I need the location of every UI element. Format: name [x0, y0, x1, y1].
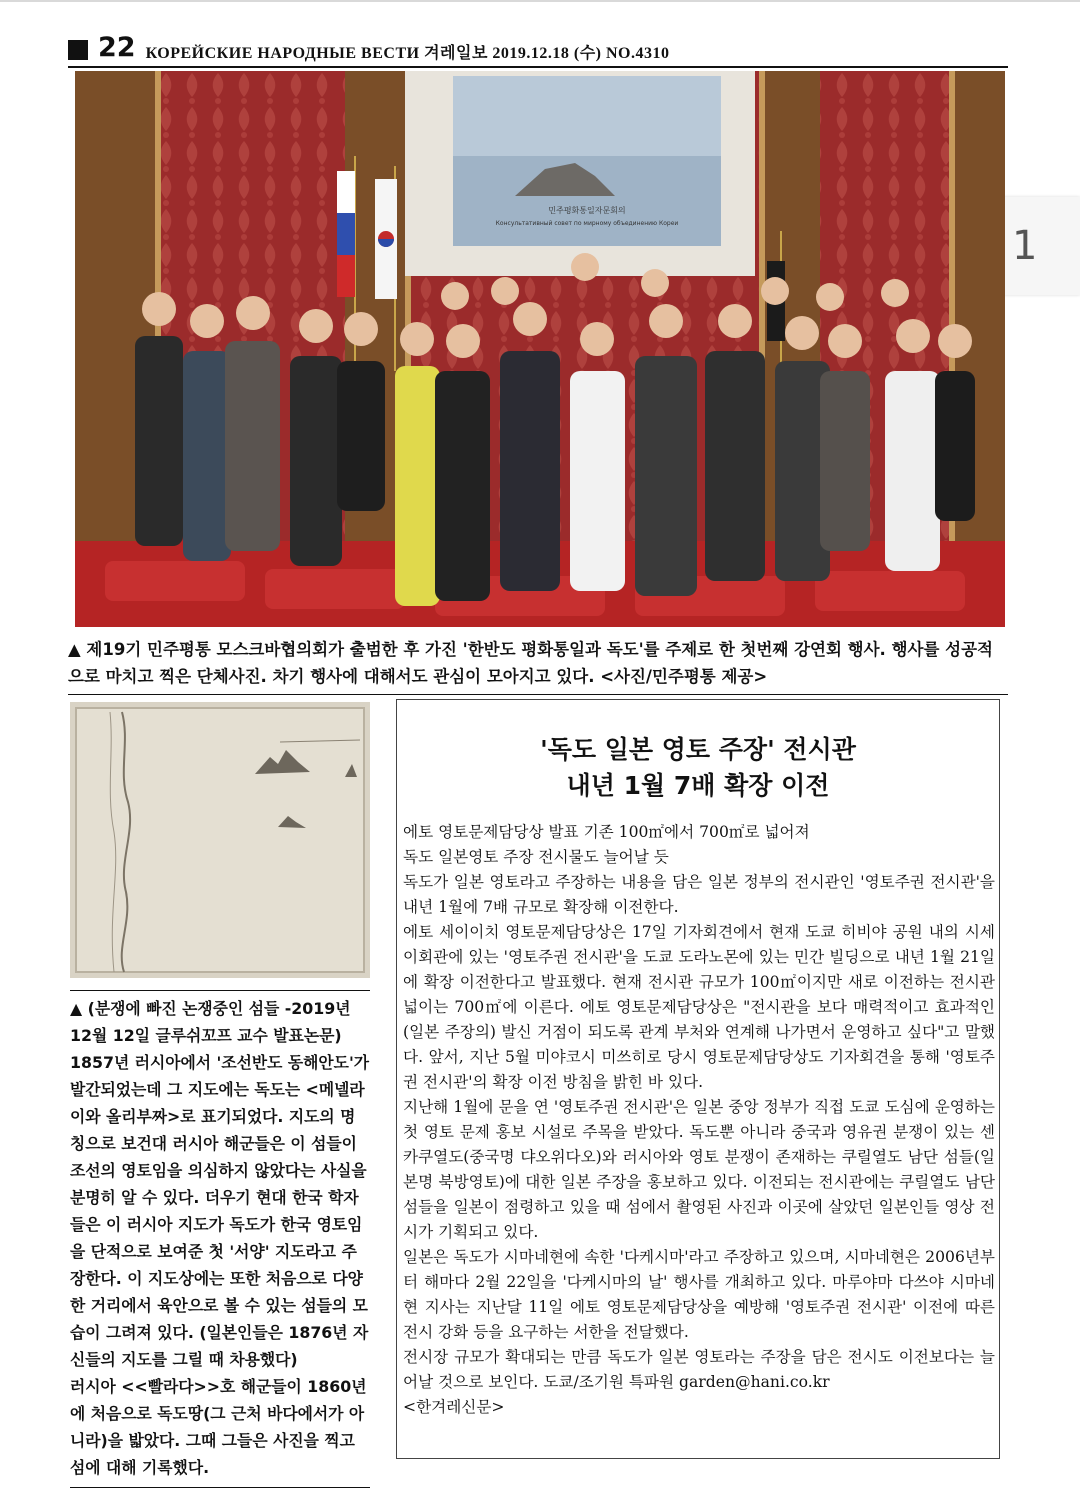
group-photo-illustration — [75, 71, 1005, 627]
article-paragraph: 전시장 규모가 확대되는 만큼 독도가 일본 영토라는 주장을 담은 전시도 이전보다는 늘어날 것으로 보인다. 도쿄/조기원 특파원 garden@hani.co.kr — [403, 1348, 995, 1391]
article-paragraph: 독도가 일본 영토라고 주장하는 내용을 담은 일본 정부의 전시관인 '영토주권 전시관'을 내년 1월에 7배 규모로 확장해 이전한다. — [403, 873, 995, 916]
map-caption-column — [70, 990, 370, 1488]
news-article — [396, 699, 1000, 1459]
header-square-mark — [68, 40, 88, 60]
group-photo — [75, 71, 1005, 627]
article-title — [397, 732, 999, 804]
article-paragraph: 지난해 1월에 문을 연 '영토주권 전시관'은 일본 중앙 정부가 직접 도쿄 도심에 운영하는 첫 영토 문제 홍보 시설로 주목을 받았다. 독도뿐 아니라 중국과 영유권 분쟁이 있는 센카쿠열도(중국명 댜오위다오)와 러시아와 영토 분쟁이 존재하는 쿠릴열도 남단 섬들(일본명 북방영토)에 대한 일본 주장을 홍보하고 있다. 이전되는 전시관에는 쿠릴열도 남단 섬들을 일본이 점령하고 있을 때 섬에서 촬영된 사진과 이곳에 살았던 일본인들 영상 전시가 기획되고 있다. — [403, 1098, 995, 1241]
article-paragraph: 에토 세이이치 영토문제담당상은 17일 기자회견에서 현재 도쿄 히비야 공원 내의 시세이회관에 있는 '영토주권 전시관'을 도쿄 도라노몬에 있는 민간 빌딩으로 내년 1월 21일에 확장 이전한다고 발표했다. 현재 전시관 규모가 100㎡이지만 새로 이전하는 전시관 넓이는 700㎡에 이른다. 에토 영토문제담당상은 "전시관을 보다 매력적이고 효과적인 (일본 주장의) 발신 거점이 되도록 관계 부처와 연계해 나가면서 운영하고 싶다"고 말했다. 앞서, 지난 5월 미야코시 미쓰히로 당시 영토문제담당상도 기자회견을 통해 '영토주권 전시관'의 확장 이전 방침을 밝힌 바 있다. — [403, 923, 995, 1091]
page-number: 22 — [98, 32, 136, 63]
historic-map-image — [70, 702, 370, 978]
historic-map-illustration — [70, 702, 370, 978]
map-caption-paragraph-1: ▲ (분쟁에 빠진 논쟁중인 섬들 -2019년 12월 12일 글루쉬꼬프 교수 발표논문) 1857년 러시아에서 '조선반도 동해안도'가 발간되었는데 그 지도에는 독도는 <메넬라이와 올리부짜>로 표기되었다. 지도의 명칭으로 보건대 러시아 해군들은 이 섬들이 조선의 영토임을 의심하지 않았다는 사실을 분명히 알 수 있다. 더우기 현대 한국 학자들은 이 러시아 지도가 독도가 한국 영토임을 단적으로 보여준 첫 '서양' 지도라고 주장한다. 이 지도상에는 또한 처음으로 다양한 거리에서 육안으로 볼 수 있는 섬들의 모습이 그려져 있다. (일본인들은 1876년 자신들의 지도를 그릴 때 차용했다) — [70, 999, 370, 1369]
article-paragraph: 일본은 독도가 시마네현에 속한 '다케시마'라고 주장하고 있으며, 시마네현은 2006년부터 해마다 2월 22일을 '다케시마의 날' 행사를 개최하고 있다. 마루야마 다쓰야 시마네현 지사는 지난달 11일 에토 영토문제담당상을 예방해 '영토주권 전시관' 이전에 따른 전시 강화 등을 요구하는 서한을 전달했다. — [403, 1248, 995, 1341]
photo-caption: ▲ 제19기 민주평통 모스크바협의회가 출범한 후 가진 '한반도 평화통일과 독도'를 주제로 한 첫번째 강연회 행사. 행사를 성공적으로 마치고 찍은 단체사진. 차기 행사에 대해서도 관심이 모아지고 있다. <사진/민주평통 제공> — [68, 636, 1008, 695]
article-body — [403, 820, 995, 1420]
article-source: <한겨레신문> — [403, 1398, 505, 1416]
top-rule — [0, 0, 1080, 2]
article-title-line-1: '독도 일본 영토 주장' 전시관 — [540, 735, 856, 764]
publication-line: КОРЕЙСКИЕ НАРОДНЫЕ ВЕСТИ 겨레일보 2019.12.18 (수) NO.4310 — [145, 44, 670, 62]
screen-text-korean: 민주평화통일자문회의 — [548, 206, 626, 215]
screen-text-russian: Консультативный совет по мирному объединению Кореи — [495, 220, 679, 227]
page-header — [68, 32, 1008, 68]
article-subhead-2: 독도 일본영토 주장 전시물도 늘어날 듯 — [403, 848, 669, 866]
article-subhead-1: 에토 영토문제담당상 발표 기존 100㎡에서 700㎡로 넓어져 — [403, 823, 810, 841]
page-tab-label: 1 — [1012, 223, 1038, 269]
map-caption-paragraph-2: 러시아 <<빨라다>>호 해군들이 1860년에 처음으로 독도땅(그 근처 바다에서가 아니라)을 밟았다. 그때 그들은 사진을 찍고 섬에 대해 기록했다. — [70, 1377, 367, 1477]
article-title-line-2: 내년 1월 7배 확장 이전 — [566, 771, 830, 800]
